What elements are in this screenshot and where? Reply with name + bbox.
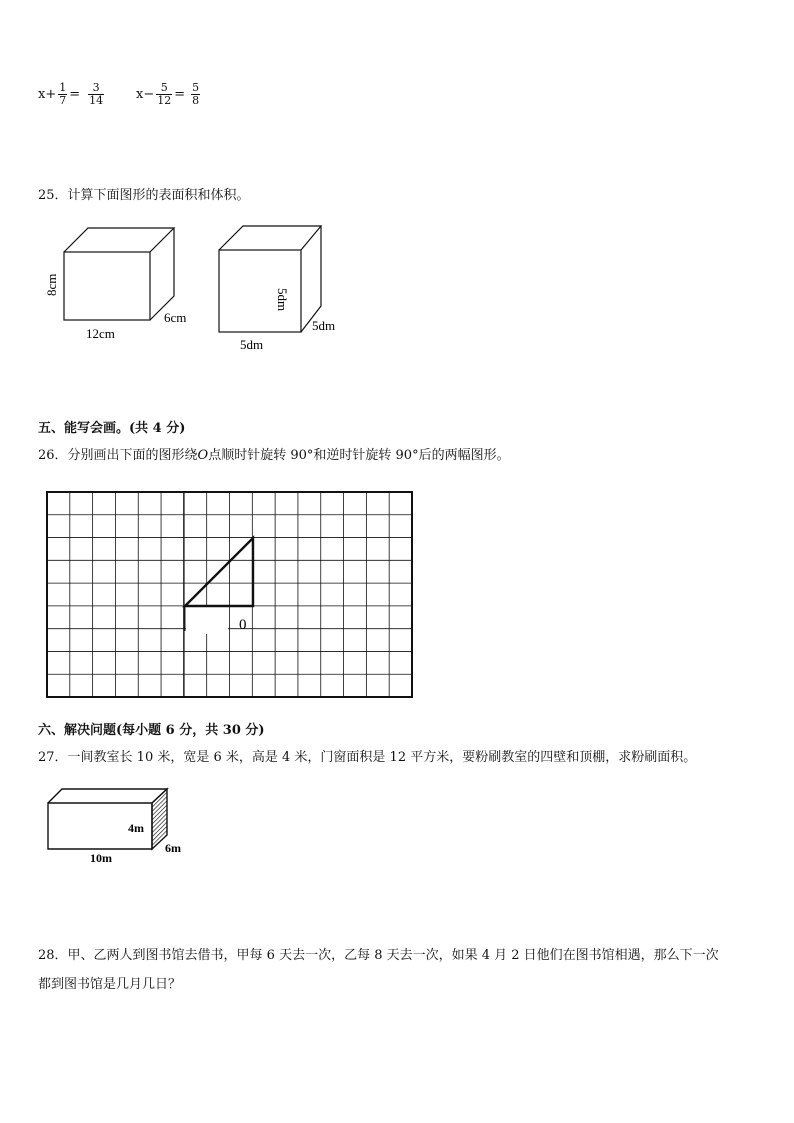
eq1-rhs-den: 14 <box>89 94 104 107</box>
q26-point-label: O <box>197 448 209 463</box>
eq2-rhs-num: 5 <box>192 81 200 94</box>
eq2-op: − <box>143 87 155 102</box>
room-height-label: 4m <box>128 821 144 835</box>
eq2-lhs-fraction <box>156 82 172 107</box>
cuboid-length-label: 12cm <box>86 326 115 341</box>
origin-label: 0 <box>239 617 247 633</box>
eq2-lhs-den: 12 <box>157 94 172 107</box>
eq1-rhs-fraction <box>88 82 104 107</box>
eq2-var: x <box>136 87 144 102</box>
rotation-grid <box>46 491 414 699</box>
section6-title: 六、解决问题(每小题 6 分，共 30 分) <box>38 723 265 738</box>
equation-2 <box>136 82 202 107</box>
section5-title: 五、能写会画。(共 4 分) <box>38 421 186 436</box>
triangle-shape <box>185 538 253 606</box>
room-figure <box>40 783 200 868</box>
eq2-lhs-num: 5 <box>160 81 168 94</box>
eq1-rhs-num: 3 <box>92 81 100 94</box>
cube-width-label: 5dm <box>312 318 336 333</box>
eq1-lhs-fraction <box>58 82 67 107</box>
eq1-equals: = <box>69 87 81 102</box>
cube-figure <box>210 220 360 360</box>
q26-text-after: 点顺时针旋转 90°和逆时针旋转 90°后的两幅图形。 <box>208 448 510 463</box>
equation-1 <box>38 82 106 107</box>
eq1-op: + <box>45 87 57 102</box>
q26-text-before: 26．分别画出下面的图形绕 <box>38 448 198 463</box>
cuboid-figure <box>36 220 206 350</box>
room-length-label: 10m <box>90 851 112 865</box>
q28-line2: 都到图书馆是几月几日？ <box>38 977 182 992</box>
cuboid-height-label: 8cm <box>44 273 59 296</box>
room-width-label: 6m <box>165 841 181 855</box>
cuboid-width-label: 6cm <box>164 310 187 325</box>
cube-length-label: 5dm <box>240 337 264 352</box>
eq2-rhs-den: 8 <box>192 94 200 107</box>
q28-line1: 28．甲、乙两人到图书馆去借书，甲每 6 天去一次，乙每 8 天去一次，如果 4 月 2 日他们在图书馆相遇，那么下一次 <box>38 948 719 963</box>
q26-text <box>38 448 510 464</box>
eq1-lhs-den: 7 <box>59 94 67 107</box>
eq2-equals: = <box>174 87 186 102</box>
eq1-lhs-num: 1 <box>59 81 67 94</box>
eq1-var: x <box>38 87 46 102</box>
q25-text: 25．计算下面图形的表面积和体积。 <box>38 188 250 203</box>
cube-height-label: 5dm <box>275 288 290 312</box>
eq2-rhs-fraction <box>191 82 200 107</box>
q27-text: 27．一间教室长 10 米，宽是 6 米，高是 4 米，门窗面积是 12 平方米，要粉刷教室的四壁和顶棚，求粉刷面积。 <box>38 750 697 765</box>
